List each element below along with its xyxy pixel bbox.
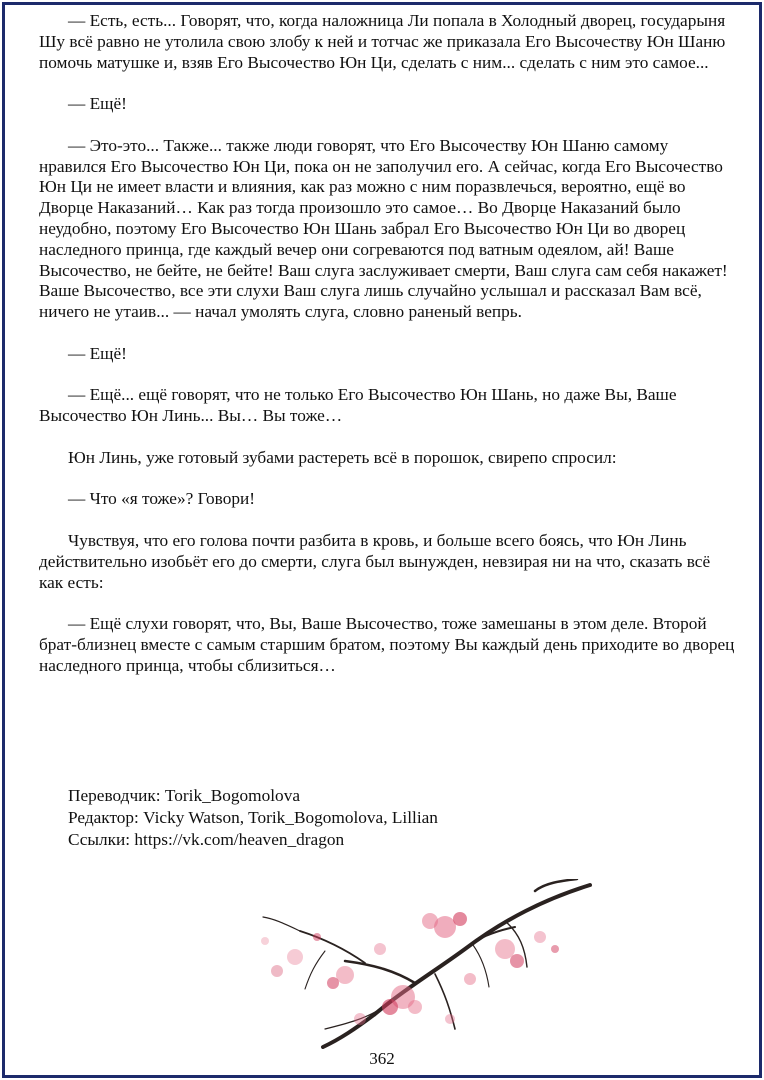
paragraph-5: — Ещё... ещё говорят, что не только Его Высочество Юн Шань, но даже Вы, Ваше Высочество Юн Линь... Вы… Вы тоже… (39, 385, 677, 426)
blossoms (261, 912, 559, 1025)
paragraph-6: Юн Линь, уже готовый зубами растереть всё в порошок, свирепо спросил: (68, 447, 617, 467)
page-number: 362 (369, 1049, 395, 1068)
page-frame (2, 2, 762, 1078)
paragraph-8: Чувствуя, что его голова почти разбита в кровь, и больше всего боясь, что Юн Линь действительно изобьёт его до смерти, слуга был вынужден, невзирая ни на что, сказать всё как есть: (39, 530, 711, 592)
cherry-blossom-illustration (205, 879, 605, 1049)
branch (263, 879, 590, 1047)
credits (68, 785, 438, 851)
translator-credit: Переводчик: Torik_Bogomolova (68, 786, 301, 805)
paragraph-2: — Ещё! (68, 94, 127, 114)
paragraph-7: — Что «я тоже»? Говори! (68, 489, 256, 509)
paragraph-1: — Есть, есть... Говорят, что, когда наложница Ли попала в Холодный дворец, государыня Шу всё равно не утолила свою злобу к ней и тотчас же приказала Его Высочеству Юн Шаню помочь матушке и, взяв Его Высочество Юн Ци, сделать с ним... сделать с ним это самое... (39, 11, 726, 72)
editor-credit: Редактор: Vicky Watson, Torik_Bogomolova, Lillian (68, 808, 438, 827)
paragraph-4: — Ещё! (68, 343, 127, 363)
links-credit: Ссылки: https://vk.com/heaven_dragon (68, 830, 345, 849)
body-text (39, 11, 735, 697)
paragraph-3: — Это-это... Также... также люди говорят, что Его Высочеству Юн Шаню самому нравился Его Высочество Юн Ци, пока он не заполучил его. А сейчас, когда Его Высочество Юн Ци не имеет власти и влияния, как раз можно с ним поразвлечься, вероятно, ещё во Дворце Наказаний… Как раз тогда произошло это самое… Во Дворце Наказаний было неудобно, поэтому Его Высочество Юн Шань забрал Его Высочество Юн Ци во дворец наследного принца, где каждый вечер они согреваются под ватным одеялом, ай! Ваше Высочество, не бейте, не бейте! Ваш слуга заслуживает смерти, Ваш слуга сам себя накажет! Ваше Высочество, все эти слухи Ваш слуга лишь случайно услышал и рассказал Вам всё, ничего не утаив... — начал умолять слуга, словно раненый вепрь. (39, 135, 728, 322)
paragraph-9: — Ещё слухи говорят, что, Вы, Ваше Высочество, тоже замешаны в этом деле. Второй брат-близнец вместе с самым старшим братом, поэтому Вы каждый день приходите во дворец наследного принца, чтобы сблизиться… (39, 614, 735, 675)
